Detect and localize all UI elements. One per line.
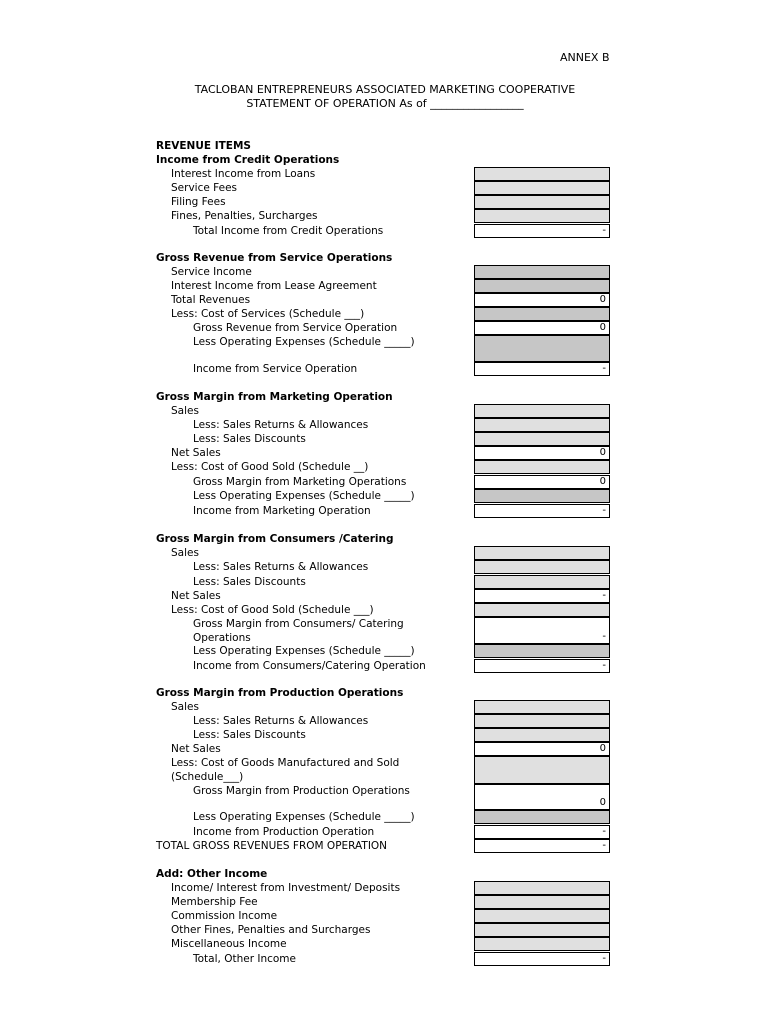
amount-cell[interactable]: 0 (474, 446, 610, 460)
amount-cell[interactable]: - (474, 362, 610, 376)
amount-cell[interactable] (474, 909, 610, 923)
amount-cell[interactable] (474, 460, 610, 474)
line-item-label: Income from Consumers/Catering Operation (193, 660, 426, 672)
amount-cell[interactable]: - (474, 589, 610, 603)
amount-cell[interactable] (474, 923, 610, 937)
line-item-label: Interest Income from Lease Agreement (171, 280, 377, 292)
line-item-label: Less: Sales Returns & Allowances (193, 561, 369, 573)
line-item-label: Sales (171, 405, 199, 417)
amount-cell[interactable] (474, 404, 610, 418)
line-item-label: Service Fees (171, 182, 237, 194)
line-item-label: Gross Margin from Consumers/ Catering (193, 618, 404, 630)
line-item-label: Less Operating Expenses (Schedule _____) (193, 490, 415, 502)
amount-cell[interactable] (474, 546, 610, 560)
section-heading: Gross Revenue from Service Operations (156, 252, 393, 264)
section-heading: Gross Margin from Consumers /Catering (156, 533, 394, 545)
amount-cell[interactable] (474, 937, 610, 951)
line-item-label: Other Fines, Penalties and Surcharges (171, 924, 371, 936)
line-item-label: Income from Production Operation (193, 826, 375, 838)
section-heading: REVENUE ITEMS (156, 140, 251, 152)
line-item-label: Service Income (171, 266, 252, 278)
amount-cell[interactable]: - (474, 617, 610, 644)
annex-label: ANNEX B (560, 51, 610, 64)
line-item-label: Less: Cost of Good Sold (Schedule __) (171, 461, 369, 473)
line-item-label: Less Operating Expenses (Schedule _____) (193, 645, 415, 657)
line-item-label: Less: Cost of Services (Schedule ___) (171, 308, 365, 320)
line-item-label: Net Sales (171, 447, 221, 459)
amount-cell[interactable] (474, 895, 610, 909)
amount-cell[interactable] (474, 575, 610, 589)
line-item-label: Less Operating Expenses (Schedule _____) (193, 336, 415, 348)
line-item-label: Total Revenues (171, 294, 251, 306)
line-item-label: Net Sales (171, 743, 221, 755)
amount-cell[interactable]: - (474, 839, 610, 853)
section-heading: Gross Margin from Production Operations (156, 687, 404, 699)
amount-cell[interactable] (474, 881, 610, 895)
amount-cell[interactable] (474, 167, 610, 181)
line-item-label: (Schedule___) (171, 771, 244, 783)
amount-cell[interactable] (474, 603, 610, 617)
line-item-label: Less: Cost of Goods Manufactured and Sold (171, 757, 400, 769)
line-item-label: Membership Fee (171, 896, 258, 908)
line-item-label: Less: Sales Returns & Allowances (193, 419, 369, 431)
amount-cell[interactable] (474, 560, 610, 574)
amount-cell[interactable] (474, 728, 610, 742)
line-item-label: Interest Income from Loans (171, 168, 316, 180)
amount-cell[interactable] (474, 489, 610, 503)
amount-cell[interactable]: 0 (474, 742, 610, 756)
amount-cell[interactable] (474, 195, 610, 209)
line-item-label: Less: Sales Discounts (193, 433, 306, 445)
section-heading: Add: Other Income (156, 868, 268, 880)
amount-cell[interactable]: 0 (474, 321, 610, 335)
line-item-label: Income from Service Operation (193, 363, 358, 375)
line-item-label: Less: Sales Discounts (193, 576, 306, 588)
section-heading: Gross Margin from Marketing Operation (156, 391, 393, 403)
amount-cell[interactable] (474, 432, 610, 446)
line-item-label: Operations (193, 632, 251, 644)
line-item-label: Filing Fees (171, 196, 226, 208)
section-heading: Income from Credit Operations (156, 154, 340, 166)
document-title: TACLOBAN ENTREPRENEURS ASSOCIATED MARKETING COOPERATIVE (194, 83, 576, 96)
line-item-label: Less: Sales Discounts (193, 729, 306, 741)
amount-cell[interactable] (474, 700, 610, 714)
line-item-label: Gross Margin from Marketing Operations (193, 476, 407, 488)
line-item-label: Sales (171, 547, 199, 559)
amount-cell[interactable]: - (474, 504, 610, 518)
line-item-label: Gross Margin from Production Operations (193, 785, 410, 797)
amount-cell[interactable] (474, 644, 610, 658)
line-item-label: Fines, Penalties, Surcharges (171, 210, 318, 222)
amount-cell[interactable] (474, 418, 610, 432)
amount-cell[interactable] (474, 714, 610, 728)
amount-cell[interactable] (474, 335, 610, 362)
amount-cell[interactable] (474, 181, 610, 195)
line-item-label: Gross Revenue from Service Operation (193, 322, 398, 334)
amount-cell[interactable]: 0 (474, 293, 610, 307)
amount-cell[interactable] (474, 756, 610, 784)
line-item-label: Less: Sales Returns & Allowances (193, 715, 369, 727)
amount-cell[interactable]: - (474, 224, 610, 238)
line-item-label: Total, Other Income (193, 953, 296, 965)
amount-cell[interactable] (474, 209, 610, 223)
amount-cell[interactable]: 0 (474, 784, 610, 810)
amount-cell[interactable]: - (474, 952, 610, 966)
line-item-label: Income/ Interest from Investment/ Deposits (171, 882, 401, 894)
amount-cell[interactable]: 0 (474, 475, 610, 489)
document-subtitle: STATEMENT OF OPERATION As of _________________ (246, 97, 524, 110)
line-item-label: Sales (171, 701, 199, 713)
line-item-label: Commission Income (171, 910, 278, 922)
line-item-label: Total Income from Credit Operations (193, 225, 384, 237)
amount-cell[interactable]: - (474, 659, 610, 673)
amount-cell[interactable] (474, 279, 610, 293)
line-item-label: TOTAL GROSS REVENUES FROM OPERATION (156, 840, 388, 852)
line-item-label: Net Sales (171, 590, 221, 602)
amount-cell[interactable]: - (474, 825, 610, 839)
amount-cell[interactable] (474, 810, 610, 824)
line-item-label: Income from Marketing Operation (193, 505, 371, 517)
line-item-label: Less: Cost of Good Sold (Schedule ___) (171, 604, 374, 616)
line-item-label: Less Operating Expenses (Schedule _____) (193, 811, 415, 823)
amount-cell[interactable] (474, 265, 610, 279)
line-item-label: Miscellaneous Income (171, 938, 287, 950)
amount-cell[interactable] (474, 307, 610, 321)
